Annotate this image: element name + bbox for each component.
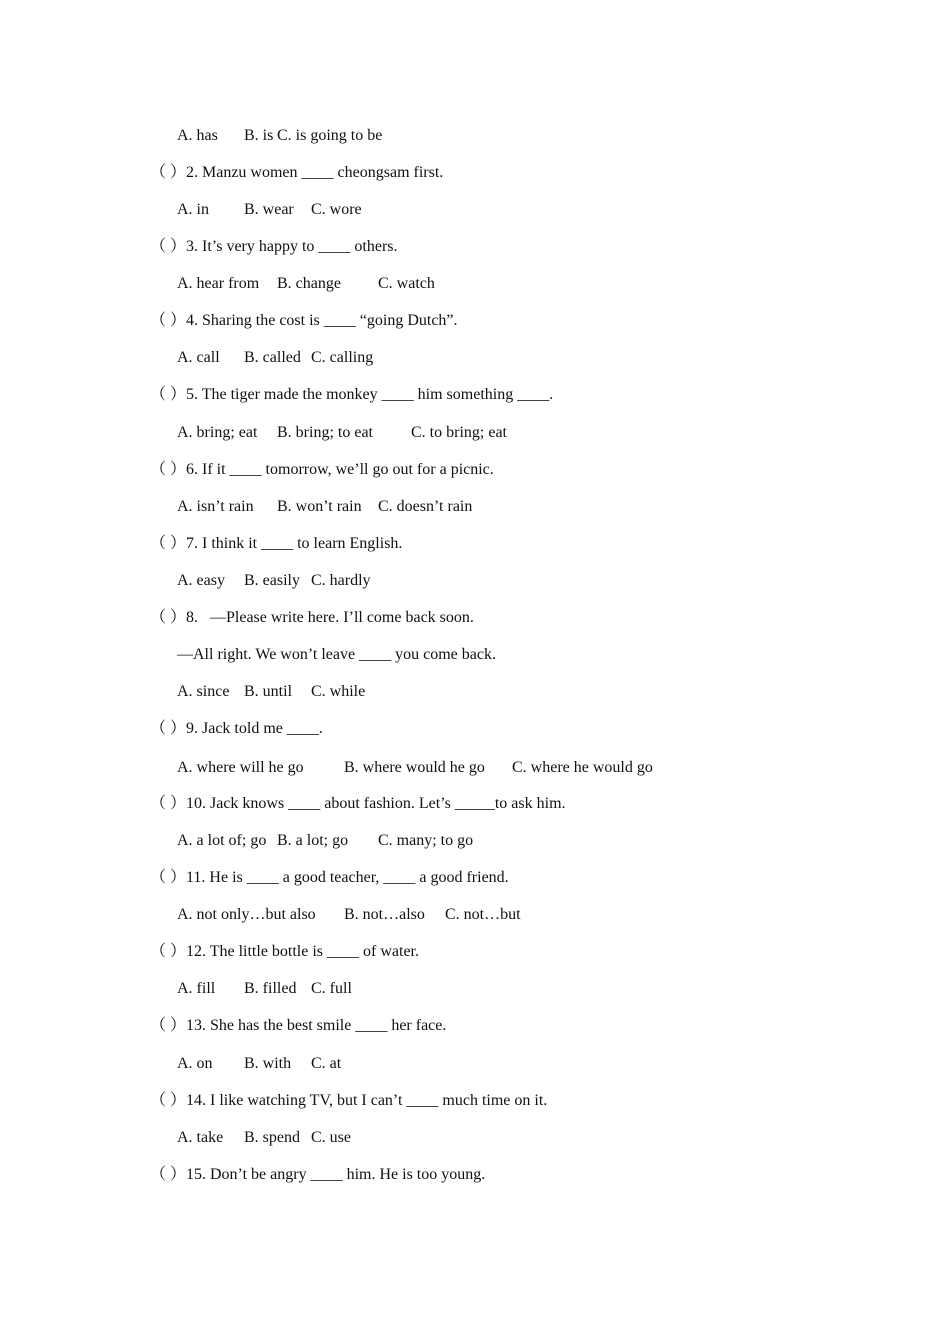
option-a: A. bring; eat — [177, 424, 258, 441]
option-b: B. won’t rain — [277, 498, 362, 515]
option-c: C. while — [311, 683, 366, 700]
option-c: C. at — [311, 1055, 342, 1072]
dialogue-reply: —All right. We won’t leave ____ you come back. — [177, 646, 496, 663]
option-a: A. where will he go — [177, 759, 304, 776]
question-stem: 7. I think it ____ to learn English. — [186, 535, 403, 552]
option-a: A. call — [177, 349, 220, 366]
option-a: A. in — [177, 201, 209, 218]
option-c: C. watch — [378, 275, 435, 292]
question-stem: 6. If it ____ tomorrow, we’ll go out for a picnic. — [186, 461, 494, 478]
question-stem: 10. Jack knows ____ about fashion. Let’s _____to ask him. — [186, 795, 566, 812]
option-b: B. wear — [244, 201, 294, 218]
option-a: A. isn’t rain — [177, 498, 254, 515]
option-c: C. wore — [311, 201, 362, 218]
question-stem: 11. He is ____ a good teacher, ____ a good friend. — [186, 869, 509, 886]
question-stem: 12. The little bottle is ____ of water. — [186, 943, 419, 960]
question-stem: 2. Manzu women ____ cheongsam first. — [186, 164, 444, 181]
option-c: C. where he would go — [512, 759, 653, 776]
option-a: A. since — [177, 683, 230, 700]
question-stem: 13. She has the best smile ____ her face. — [186, 1017, 447, 1034]
option-b: B. spend — [244, 1129, 300, 1146]
option-a: A. fill — [177, 980, 216, 997]
option-b: B. called — [244, 349, 301, 366]
question-stem: 3. It’s very happy to ____ others. — [186, 238, 398, 255]
option-a: A. hear from — [177, 275, 260, 292]
option-b: B. change — [277, 275, 341, 292]
option-c: C. to bring; eat — [411, 424, 507, 441]
question-stem: 8. —Please write here. I’ll come back soon. — [186, 609, 474, 626]
option-b: B. with — [244, 1055, 292, 1072]
question-stem: 9. Jack told me ____. — [186, 720, 323, 737]
option-c: C. doesn’t rain — [378, 498, 473, 515]
option-c: C. full — [311, 980, 352, 997]
question-stem: 4. Sharing the cost is ____ “going Dutch”. — [186, 312, 458, 329]
worksheet-page: A. has B. is C. is going to be （ ） 2. Manzu women ____ cheongsam first. A. in B. wear C. wore （ ） 3. It’s very happy to ____ others. A. hear from B. change C. watch （ ） 4. Sharing the cost is ____ “going Dutch”. A. call B. called C. calling （ ） 5. The tiger made the monkey ____ him something ____. A. bring; eat B. bring; to eat C. to bring; eat （ ） 6. If it ____ tomorrow, we’ll go out for a picnic. A. isn’t rain B. won’t rain C. doesn’t rain （ ） 7. I think it ____ to learn English. A. easy B. easily C. hardly （ ） 8. —Please write here. I’ll come back soon. —All right. We won’t leave ____ you come back. A. since B. until C. while （ ） 9. Jack told me ____. A. where will he go B. where would he go C. where he would go （ ） 10. Jack knows ____ about fashion. Let’s _____to ask him. A. a lot of; go B. a lot; go C. many; to go （ ） 11. He is ____ a good teacher, ____ a good friend. A. not only…but also B. not…also C. not…but （ ） 12. The little bottle is ____ of water. A. fill B. filled C. full （ ） 13. She has the best smile ____ her face. A. on B. with C. at （ ） 14. I like watching TV, but I can’t ____ much time on it. A. take B. spend C. use （ ） 15. Don’t be angry ____ him. He is too young. — [0, 0, 950, 1344]
option-c: C. not…but — [445, 906, 521, 923]
option-b: B. a lot; go — [277, 832, 349, 849]
option-a: A. a lot of; go — [177, 832, 267, 849]
option-b: B. until — [244, 683, 293, 700]
option-a: A. easy — [177, 572, 225, 589]
option-c: C. use — [311, 1129, 351, 1146]
option-c: C. many; to go — [378, 832, 474, 849]
option-b: B. bring; to eat — [277, 424, 373, 441]
option-a: A. not only…but also — [177, 906, 316, 923]
option-c: C. hardly — [311, 572, 371, 589]
option-a: A. on — [177, 1055, 213, 1072]
option-b: B. easily — [244, 572, 300, 589]
option-b: B. where would he go — [344, 759, 485, 776]
option-b: B. filled — [244, 980, 297, 997]
option-b: B. is — [244, 127, 274, 144]
option-b: B. not…also — [344, 906, 425, 923]
question-stem: 5. The tiger made the monkey ____ him something ____. — [186, 386, 554, 403]
option-c: C. calling — [311, 349, 374, 366]
option-c: C. is going to be — [277, 127, 383, 144]
option-a: A. take — [177, 1129, 224, 1146]
question-stem: 14. I like watching TV, but I can’t ____ much time on it. — [186, 1092, 548, 1109]
option-a: A. has — [177, 127, 218, 144]
question-stem: 15. Don’t be angry ____ him. He is too young. — [186, 1166, 486, 1183]
